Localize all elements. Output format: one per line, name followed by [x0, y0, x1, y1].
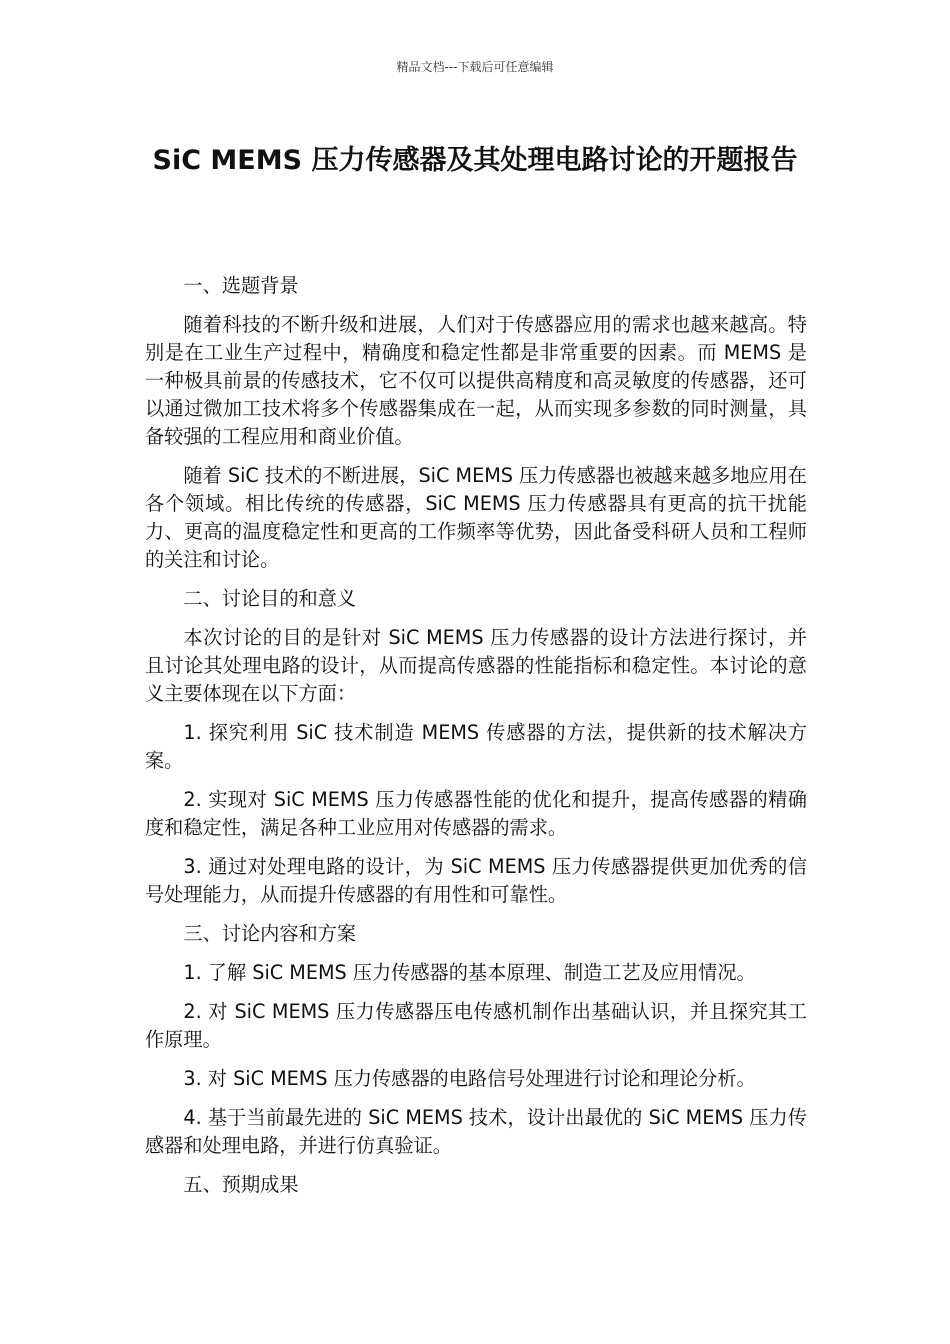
list-item: 3. 对 SiC MEMS 压力传感器的电路信号处理进行讨论和理论分析。	[183, 1067, 756, 1090]
list-item: 3. 通过对处理电路的设计，为 SiC MEMS 压力传感器提供更加优秀的信号处理能力，从而提升传感器的有用性和可靠性。	[145, 855, 807, 906]
header-note: 精品文档---下载后可任意编辑	[396, 60, 554, 74]
list-item: 1. 了解 SiC MEMS 压力传感器的基本原理、制造工艺及应用情况。	[183, 961, 756, 984]
section-heading-outcomes: 五、预期成果	[183, 1173, 299, 1196]
list-item: 4. 基于当前最先进的 SiC MEMS 技术，设计出最优的 SiC MEMS 压力传感器和处理电路，并进行仿真验证。	[145, 1106, 807, 1157]
paragraph: 随着 SiC 技术的不断进展，SiC MEMS 压力传感器也被越来越多地应用在各个领域。相比传统的传感器，SiC MEMS 压力传感器具有更高的抗干扰能力、更高的温度稳定性和更高的工作频率等优势，因此备受科研人员和工程师的关注和讨论。	[145, 464, 807, 571]
list-item: 2. 实现对 SiC MEMS 压力传感器性能的优化和提升，提高传感器的精确度和稳定性，满足各种工业应用对传感器的需求。	[145, 788, 807, 839]
paragraph: 随着科技的不断升级和进展，人们对于传感器应用的需求也越来越高。特别是在工业生产过程中，精确度和稳定性都是非常重要的因素。而 MEMS 是一种极具前景的传感技术，它不仅可以提供高精度和高灵敏度的传感器，还可以通过微加工技术将多个传感器集成在一起，从而实现多参数的同时测量，具备较强的工程应用和商业价值。	[145, 313, 807, 448]
section-heading-purpose: 二、讨论目的和意义	[183, 587, 357, 610]
section-heading-content: 三、讨论内容和方案	[183, 922, 357, 945]
list-item: 2. 对 SiC MEMS 压力传感器压电传感机制作出基础认识，并且探究其工作原理。	[145, 1000, 807, 1051]
paragraph: 本次讨论的目的是针对 SiC MEMS 压力传感器的设计方法进行探讨，并且讨论其处理电路的设计，从而提高传感器的性能指标和稳定性。本讨论的意义主要体现在以下方面：	[145, 626, 807, 705]
document-title: SiC MEMS 压力传感器及其处理电路讨论的开题报告	[152, 145, 798, 176]
section-heading-background: 一、选题背景	[183, 274, 299, 297]
document-body	[145, 272, 807, 1210]
list-item: 1. 探究利用 SiC 技术制造 MEMS 传感器的方法，提供新的技术解决方案。	[145, 721, 807, 772]
